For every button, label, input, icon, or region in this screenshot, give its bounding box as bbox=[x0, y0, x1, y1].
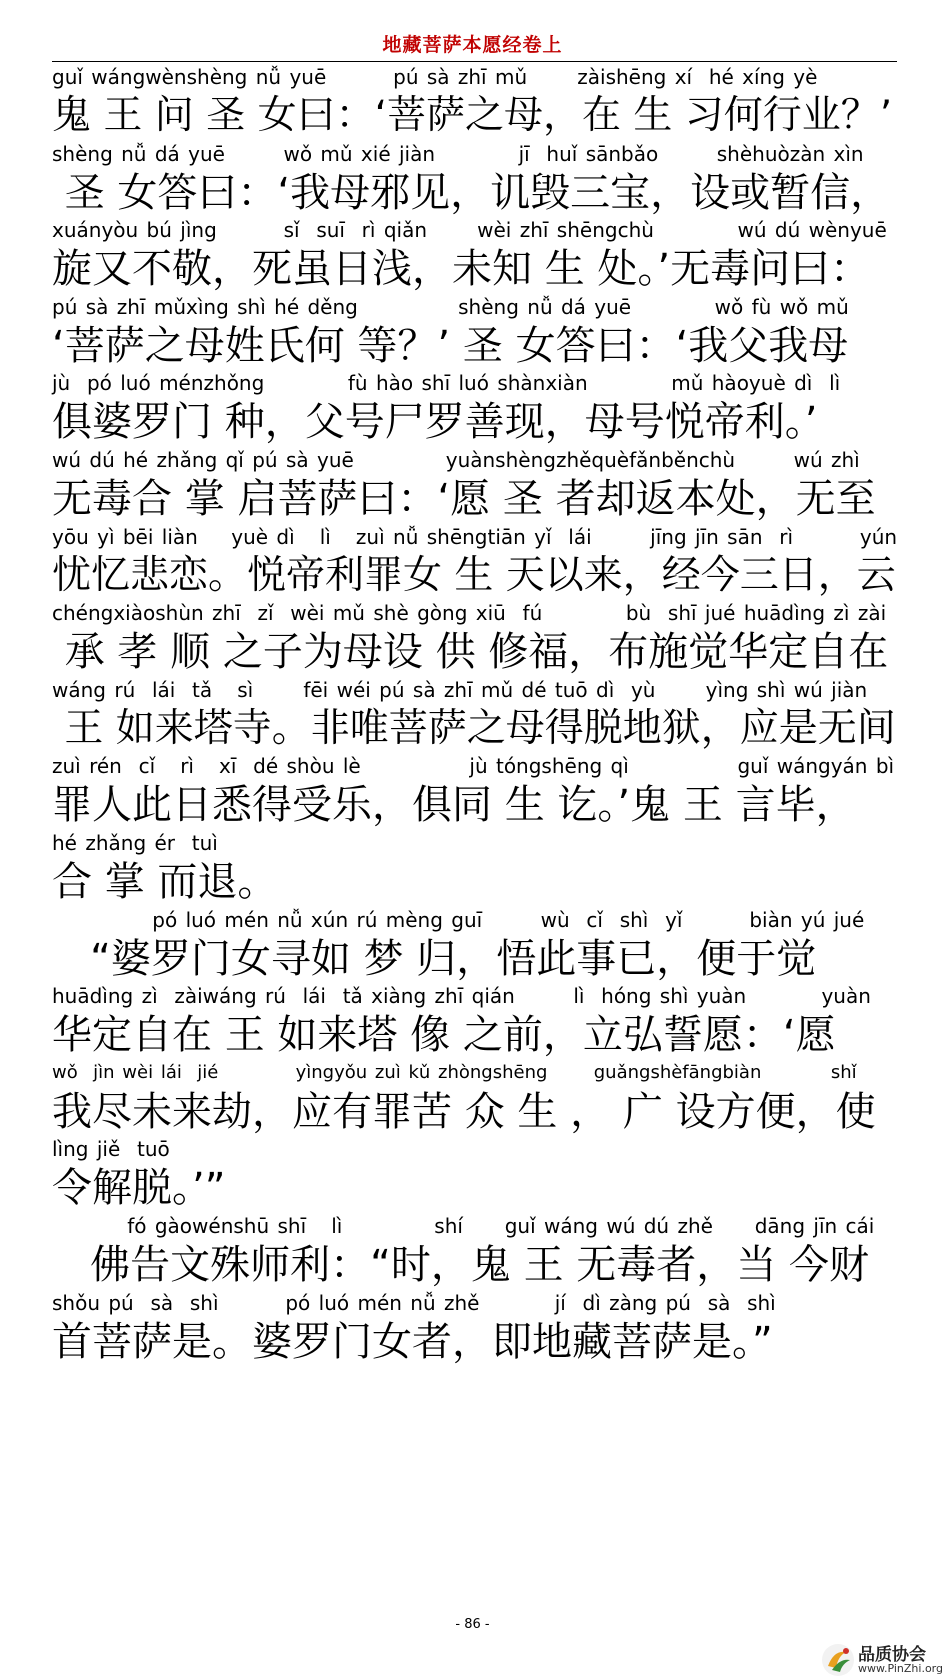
pinyin-line: fó gàowénshū shī lì shí guǐ wáng wú dú zhě dāng jīn cái bbox=[52, 1214, 875, 1238]
hanzi-line: 旋又不敬，死虽日浅，未知 生 处。’无毒问曰： bbox=[52, 246, 871, 293]
hanzi-line: 承 孝 顺 之子为母设 供 修福，布施觉华定自在 bbox=[52, 629, 889, 676]
logo-mark-icon bbox=[820, 1642, 856, 1678]
pinyin-line: shèng nǚ dá yuē wǒ mǔ xié jiàn jī huǐ sānbǎo shèhuòzàn xìn bbox=[52, 141, 864, 166]
text-line bbox=[52, 985, 897, 1061]
pinyin-line: shǒu pú sà shì pó luó mén nǚ zhě jí dì zàng pú sà shì bbox=[52, 1290, 776, 1315]
text-line bbox=[52, 66, 897, 142]
hanzi-line: 首菩萨是。婆罗门女者，即地藏菩萨是。” bbox=[52, 1318, 773, 1365]
hanzi-line: 合 掌 而退。 bbox=[52, 859, 278, 905]
text-line bbox=[52, 143, 897, 219]
text-line bbox=[52, 219, 897, 295]
header-divider bbox=[52, 61, 897, 62]
text-line bbox=[52, 1138, 897, 1214]
text-line bbox=[52, 679, 897, 755]
text-line bbox=[52, 372, 897, 448]
text-line bbox=[52, 602, 897, 678]
hanzi-line: 鬼 王 问 圣 女曰：‘菩萨之母，在 生 习何行业？’ bbox=[52, 93, 893, 138]
hanzi-line: 无毒合 掌 启菩萨曰：‘愿 圣 者却返本处，无至 bbox=[52, 476, 876, 522]
hanzi-line: 圣 女答曰：‘我母邪见，讥毁三宝，设或暂信， bbox=[52, 169, 891, 216]
pinyin-line: huādìng zì zàiwáng rú lái tǎ xiàng zhī qián lì hóng shì yuàn yuàn bbox=[52, 984, 871, 1009]
pinyin-line: wǒ jìn wèi lái jié yìngyǒu zuì kǔ zhòngshēng guǎngshèfāngbiàn shǐ bbox=[52, 1061, 857, 1083]
hanzi-line: 王 如来塔寺。非唯菩萨之母得脱地狱，应是无间 bbox=[52, 705, 896, 751]
pinyin-line: yōu yì bēi liàn yuè dì lì zuì nǚ shēngtiān yǐ lái jīng jīn sān rì yún bbox=[52, 524, 898, 549]
hanzi-line: 华定自在 王 如来塔 像 之前，立弘誓愿：‘愿 bbox=[52, 1012, 836, 1059]
running-header: 地藏菩萨本愿经卷上 bbox=[382, 34, 563, 56]
text-line bbox=[52, 296, 897, 372]
hanzi-line: 俱婆罗门 种，父号尸罗善现，母号悦帝利。’ bbox=[52, 399, 818, 446]
text-line bbox=[52, 832, 897, 908]
text-line bbox=[52, 909, 897, 985]
text-line bbox=[52, 1292, 897, 1368]
text-line bbox=[52, 526, 897, 602]
pinyin-line: lìng jiě tuō bbox=[52, 1137, 170, 1162]
pinyin-line: guǐ wángwènshèng nǚ yuē pú sà zhī mǔ zàishēng xí hé xíng yè bbox=[52, 65, 818, 89]
pinyin-line: chéngxiàoshùn zhī zǐ wèi mǔ shè gòng xiū fú bù shī jué huādìng zì zài bbox=[52, 601, 887, 626]
hanzi-line: ‘菩萨之母姓氏何 等？’ 圣 女答曰：‘我父我母 bbox=[52, 322, 849, 369]
hanzi-line: “婆罗门女寻如 梦 归，悟此事已，便于觉 bbox=[52, 935, 817, 982]
pinyin-line: hé zhǎng ér tuì bbox=[52, 831, 218, 855]
hanzi-line: 佛告文殊师利：“时，鬼 王 无毒者，当 今财 bbox=[52, 1242, 870, 1288]
text-line bbox=[52, 1215, 897, 1291]
pinyin-line: wú dú hé zhǎng qǐ pú sà yuē yuànshèngzhěquèfǎnběnchù wú zhì bbox=[52, 448, 860, 472]
hanzi-line: 令解脱。’” bbox=[52, 1165, 226, 1212]
text-line bbox=[52, 1062, 897, 1138]
logo-url: www.PinZhi.org bbox=[858, 1662, 943, 1675]
logo-title: 品质协会 bbox=[858, 1645, 926, 1665]
pinyin-line: pú sà zhī mǔxìng shì hé děng shèng nǚ dá yuē wǒ fù wǒ mǔ bbox=[52, 294, 849, 319]
pinyin-line: zuì rén cǐ rì xī dé shòu lè jù tóngshēng qì guǐ wángyán bì bbox=[52, 754, 895, 779]
hanzi-line: 我尽未来劫，应有罪苦 众 生 ， 广 设方便，使 bbox=[52, 1088, 876, 1135]
pinyin-line: wáng rú lái tǎ sì fēi wéi pú sà zhī mǔ dé tuō dì yù yìng shì wú jiàn bbox=[52, 677, 868, 702]
hanzi-line: 罪人此日悉得受乐，俱同 生 讫。’鬼 王 言毕， bbox=[52, 782, 856, 829]
page-number: - 86 - bbox=[455, 1617, 490, 1632]
pinyin-line: xuányòu bú jìng sǐ suī rì qiǎn wèi zhī shēngchù wú dú wènyuē bbox=[52, 218, 887, 243]
text-line bbox=[52, 449, 897, 525]
pinyin-line: jù pó luó ménzhǒng fù hào shī luó shànxiàn mǔ hàoyuè dì lì bbox=[52, 371, 841, 396]
hanzi-line: 忧忆悲恋。悦帝利罪女 生 天以来，经今三日，云 bbox=[52, 552, 896, 598]
text-line bbox=[52, 755, 897, 831]
pinyin-line: pó luó mén nǚ xún rú mèng guī wù cǐ shì yǐ biàn yú jué bbox=[52, 907, 865, 932]
pinzhi-logo bbox=[820, 1638, 945, 1680]
